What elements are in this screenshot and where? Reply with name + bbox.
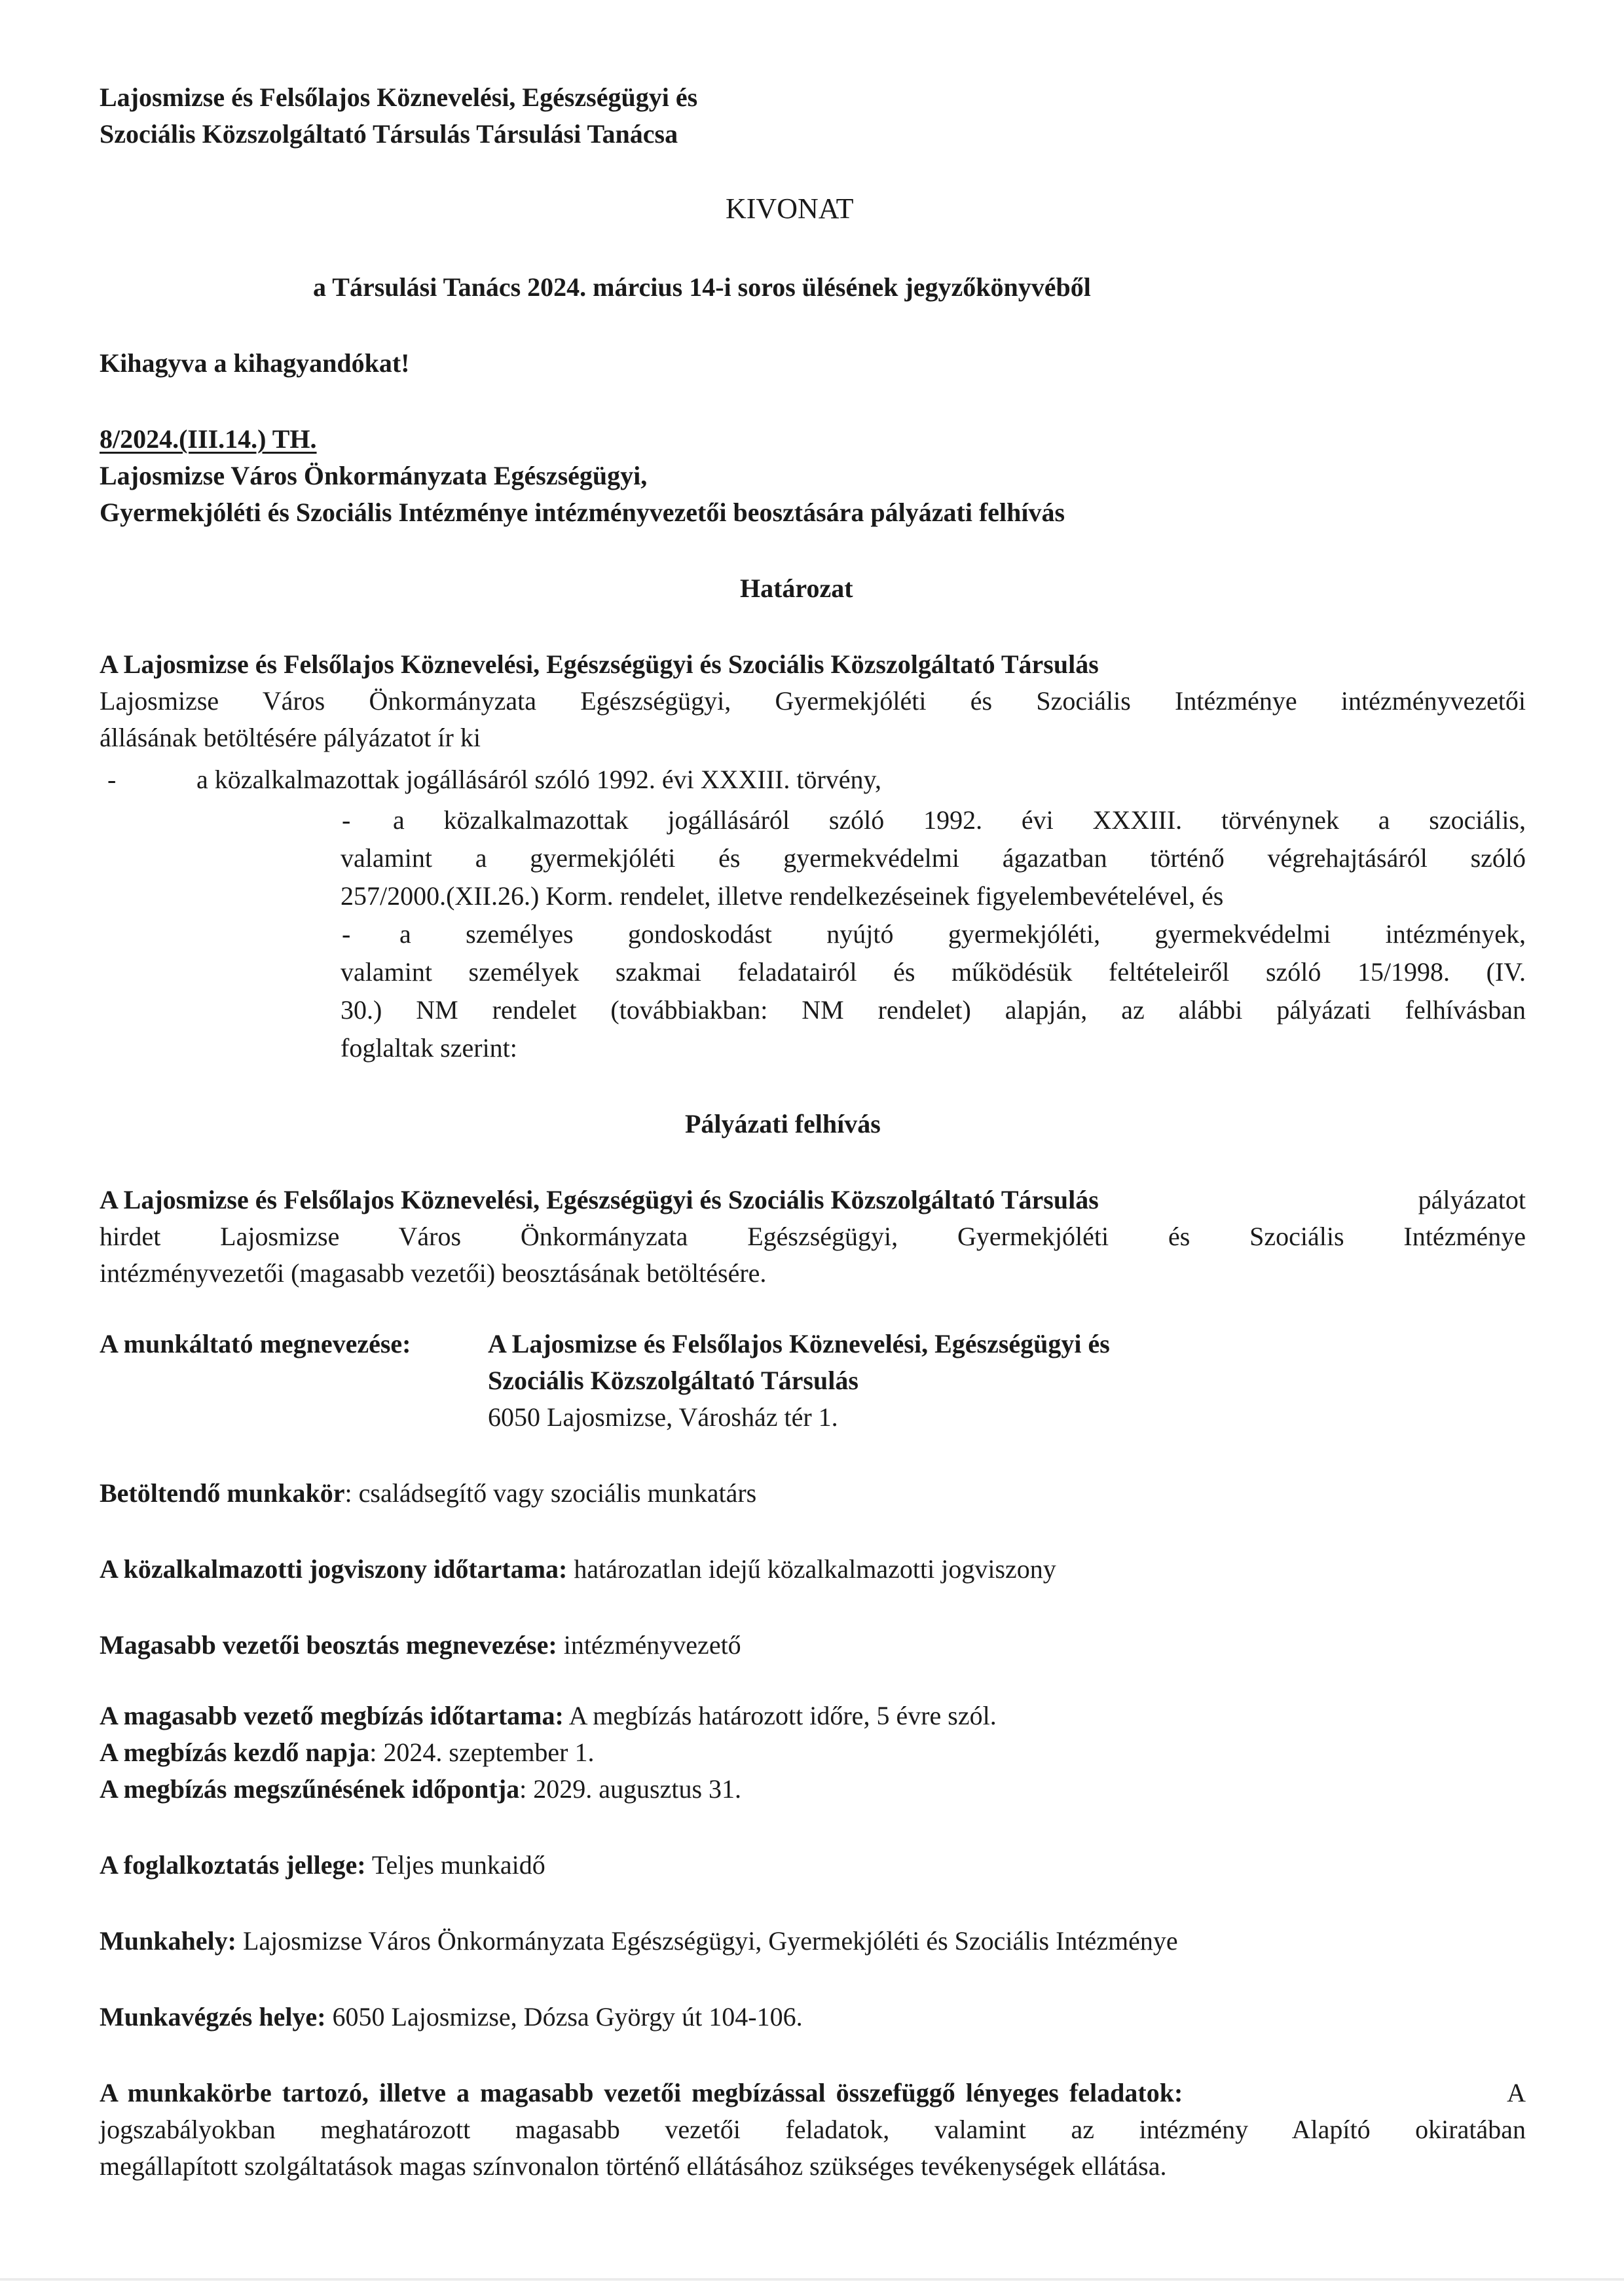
duties-label: A munkakörbe tartozó, illetve a magasabb vezetői megbízással összefüggő lényeges feladatok: — [100, 2078, 1183, 2107]
bullet-1-text: a közalkalmazottak jogállásáról szóló 1992. évi XXXIII. törvény, — [196, 765, 881, 794]
resolution-number: 8/2024.(III.14.) TH. — [100, 424, 317, 454]
field-value: határozatlan idejű közalkalmazotti jogviszony — [574, 1554, 1056, 1584]
duties-value-start: A — [1507, 2078, 1526, 2107]
field-label: Munkahely: — [100, 1926, 236, 1956]
employer-label: A munkáltató megnevezése: — [100, 1329, 411, 1358]
duties-line2: jogszabályokban meghatározott magasabb vezetői feladatok, valamint az intézmény Alapító okiratában — [100, 2115, 1526, 2144]
bullet-3-text: a személyes gondoskodást nyújtó gyermekjóléti, gyermekvédelmi intézmények, — [399, 919, 1526, 949]
field-workplace — [100, 1923, 1178, 1959]
field-value: családsegítő vagy szociális munkatárs — [358, 1478, 757, 1508]
call-intro-line1 — [100, 1182, 1526, 1218]
field-sep — [564, 1701, 569, 1730]
bullet-2-text: a közalkalmazottak jogállásáról szóló 1992. évi XXXIII. törvénynek a szociális, — [393, 805, 1526, 835]
field-value: 2024. szeptember 1. — [383, 1738, 595, 1767]
bullet-2-cont-1: valamint a gyermekjóléti és gyermekvédelmi ágazatban történő végrehajtásáról szóló — [341, 843, 1526, 873]
call-intro-bold: A Lajosmizse és Felsőlajos Köznevelési, Egészségügyi és Szociális Közszolgáltató Társulás — [100, 1185, 1099, 1214]
field-sep: : — [519, 1774, 534, 1804]
duties-line3: megállapított szolgáltatások magas színvonalon történő ellátásához szükséges tevékenységek ellátása. — [100, 2151, 1167, 2181]
call-intro-rest: pályázatot — [1418, 1185, 1526, 1214]
field-work-location — [100, 1999, 803, 2035]
field-employment-type — [100, 1848, 545, 1883]
resolution-body-line2: Lajosmizse Város Önkormányzata Egészségügyi, Gyermekjóléti és Szociális Intézménye intézményvezetői — [100, 686, 1526, 716]
field-label: Magasabb vezetői beosztás megnevezése: — [100, 1630, 557, 1660]
field-management-title — [100, 1628, 741, 1663]
field-label: Munkavégzés helye: — [100, 2002, 326, 2032]
field-employment-duration — [100, 1552, 1056, 1587]
duties-line1 — [100, 2075, 1526, 2111]
field-value: Teljes munkaidő — [371, 1850, 545, 1880]
document-title: KIVONAT — [726, 192, 854, 225]
bullet-dash: - — [107, 765, 117, 794]
org-name-line1: Lajosmizse és Felsőlajos Köznevelési, Egészségügyi és — [100, 82, 698, 112]
field-label: Betöltendő munkakör — [100, 1478, 345, 1508]
bullet-3-cont-1: valamint személyek szakmai feladatairól és működésük feltételeiről szóló 15/1998. (IV. — [341, 957, 1526, 987]
bullet-dash: - — [342, 805, 351, 835]
field-sep — [366, 1850, 372, 1880]
field-sep: : — [369, 1738, 384, 1767]
field-position — [100, 1476, 756, 1511]
employer-address: 6050 Lajosmizse, Városház tér 1. — [488, 1402, 838, 1432]
org-name-line2: Szociális Közszolgáltató Társulás Társulási Tanácsa — [100, 119, 678, 149]
document-subtitle: a Társulási Tanács 2024. március 14-i soros ülésének jegyzőkönyvéből — [313, 272, 1091, 302]
field-sep: : — [344, 1478, 359, 1508]
field-sep — [567, 1554, 574, 1584]
page-bottom-edge — [0, 2278, 1624, 2281]
resolution-body-bold: A Lajosmizse és Felsőlajos Köznevelési, Egészségügyi és Szociális Közszolgáltató Társulás — [100, 649, 1099, 679]
call-intro-line2: hirdet Lajosmizse Város Önkormányzata Egészségügyi, Gyermekjóléti és Szociális Intézménye — [100, 1222, 1526, 1251]
field-sep — [236, 1926, 243, 1956]
employer-name-line2: Szociális Közszolgáltató Társulás — [488, 1366, 858, 1395]
omitted-note: Kihagyva a kihagyandókat! — [100, 348, 410, 378]
field-start-date — [100, 1735, 595, 1770]
field-value: intézményvezető — [563, 1630, 741, 1660]
field-label: A megbízás kezdő napja — [100, 1738, 370, 1767]
field-sep — [557, 1630, 564, 1660]
field-value: A megbízás határozott időre, 5 évre szól. — [568, 1701, 997, 1730]
call-intro-line3: intézményvezetői (magasabb vezetői) beosztásának betöltésére. — [100, 1258, 767, 1288]
resolution-subject-line1: Lajosmizse Város Önkormányzata Egészségügyi, — [100, 461, 648, 490]
field-label: A foglalkoztatás jellege: — [100, 1850, 366, 1880]
field-value: 6050 Lajosmizse, Dózsa György út 104-106. — [332, 2002, 803, 2032]
bullet-3-cont-3: foglaltak szerint: — [341, 1033, 517, 1063]
field-sep — [326, 2002, 333, 2032]
field-label: A magasabb vezető megbízás időtartama: — [100, 1701, 564, 1730]
bullet-dash: - — [342, 919, 351, 949]
field-end-date — [100, 1772, 741, 1807]
bullet-2-cont-2: 257/2000.(XII.26.) Korm. rendelet, illetve rendelkezéseinek figyelembevételével, és — [341, 881, 1224, 911]
field-value: Lajosmizse Város Önkormányzata Egészségügyi, Gyermekjóléti és Szociális Intézménye — [242, 1926, 1178, 1956]
resolution-heading: Határozat — [740, 574, 853, 603]
call-heading: Pályázati felhívás — [685, 1109, 881, 1139]
resolution-subject-line2: Gyermekjóléti és Szociális Intézménye intézményvezetői beosztására pályázati felhívás — [100, 498, 1065, 527]
field-assignment-duration — [100, 1698, 997, 1734]
field-label: A megbízás megszűnésének időpontja — [100, 1774, 520, 1804]
field-value: 2029. augusztus 31. — [533, 1774, 742, 1804]
employer-name-line1: A Lajosmizse és Felsőlajos Köznevelési, Egészségügyi és — [488, 1329, 1110, 1358]
resolution-body-line3: állásának betöltésére pályázatot ír ki — [100, 723, 481, 752]
bullet-3-cont-2: 30.) NM rendelet (továbbiakban: NM rendelet) alapján, az alábbi pályázati felhívásban — [341, 995, 1526, 1025]
field-label: A közalkalmazotti jogviszony időtartama: — [100, 1554, 568, 1584]
